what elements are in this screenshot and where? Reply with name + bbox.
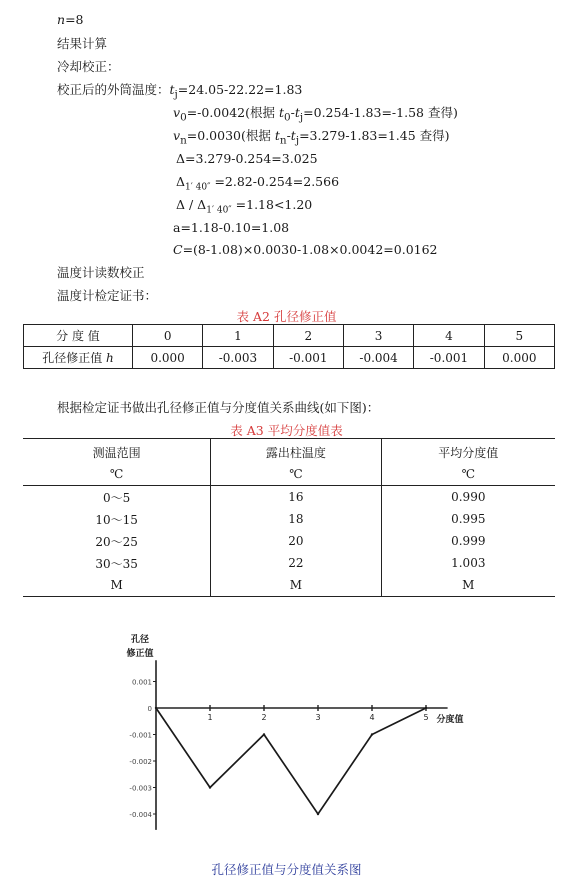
data-point: [371, 733, 373, 735]
series-line: [156, 708, 429, 814]
x-tick-label: 5: [423, 713, 429, 722]
table-cell: 1: [203, 325, 273, 347]
column-header: 露出柱温度: [211, 439, 381, 464]
table-cell: 0.000: [133, 347, 203, 369]
data-point: [155, 707, 157, 709]
table-row: [23, 530, 555, 552]
table-unit-row: [23, 463, 555, 486]
table-cell: 0.990: [451, 490, 486, 504]
x-axis-label: 分度值: [436, 715, 464, 725]
y-tick-label: -0.002: [129, 758, 152, 766]
x-tick-label: 3: [315, 713, 321, 722]
correction-chart: [0, 630, 573, 860]
table-row: [23, 552, 555, 574]
table-cell: -0.001: [273, 347, 343, 369]
table-cell: 0.999: [451, 534, 486, 548]
table-cell: M: [462, 578, 475, 592]
thermo-cert-heading: 温度计检定证书：: [57, 288, 158, 303]
basis-line: 根据检定证书做出孔径修正值与分度值关系曲线(如下图)：: [57, 400, 380, 415]
y-axis-label: 孔径: [130, 635, 150, 645]
delta-line: Δ=3.279-0.254=3.025: [176, 151, 318, 166]
chart-marks: [155, 707, 427, 815]
table-row: [24, 325, 555, 347]
data-point: [317, 813, 319, 815]
table-a3-caption: 表 A3 平均分度值表: [230, 423, 343, 438]
table-row: [23, 486, 555, 509]
table-cell: 16: [211, 486, 381, 509]
table-row: [23, 574, 555, 597]
table-cell: 10～15: [95, 512, 138, 527]
n-line: n=8: [57, 12, 84, 27]
table-cell: 20: [211, 530, 381, 552]
delta140-line: $\Delta_{1' 40''} =2.82-0.254=2.566$: [176, 174, 340, 193]
table-cell: -0.001: [414, 347, 484, 369]
table-cell: -0.004: [343, 347, 413, 369]
column-header: 平均分度值: [438, 445, 499, 460]
table-cell: 4: [414, 325, 484, 347]
x-tick-label: 2: [261, 713, 267, 722]
table-cell: 22: [211, 552, 381, 574]
chart-ticks: [129, 679, 428, 820]
data-point: [425, 707, 427, 709]
table-cell: 30～35: [95, 556, 138, 571]
figure-caption: 孔径修正值与分度值关系图: [211, 862, 362, 877]
table-cell: -0.003: [203, 347, 273, 369]
vn-line: $v_n=0.0030$(根据 $t_n-t_j=3.279-1.83=1.45$ 查得): [173, 128, 450, 147]
table-cell: 3: [343, 325, 413, 347]
table-cell: 0～5: [102, 490, 131, 505]
table-row: [23, 508, 555, 530]
table-cell: M: [110, 578, 123, 592]
y-tick-label: -0.001: [129, 731, 152, 740]
y-axis-label: 修正值: [126, 649, 154, 659]
table-cell: M: [211, 574, 381, 597]
table-cell: 2: [273, 325, 343, 347]
x-tick-label: 4: [369, 713, 375, 722]
y-tick-label: -0.003: [129, 784, 152, 793]
y-tick-label: -0.004: [129, 811, 152, 819]
row-label-division: 分 度 值: [24, 325, 133, 347]
row-label-correction: 孔径修正值 h: [24, 347, 133, 369]
corrected-temp-line: 校正后的外筒温度：$t_j=24.05-22.22=1.83$: [57, 82, 303, 101]
table-cell: 0.995: [451, 512, 486, 526]
y-tick-label: 0: [147, 705, 152, 713]
table-cell: 0.000: [484, 347, 554, 369]
table-a3: [23, 438, 555, 597]
table-a2-caption: 表 A2 孔径修正值: [236, 309, 337, 324]
x-tick-label: 1: [207, 713, 213, 722]
table-row: [24, 347, 555, 369]
table-a2: [23, 324, 555, 369]
result-heading: 结果计算: [57, 36, 108, 51]
table-cell: 20～25: [95, 534, 138, 549]
unit-cell: ℃: [381, 463, 555, 486]
table-cell: 0: [133, 325, 203, 347]
thermo-reading-heading: 温度计读数校正: [57, 265, 145, 280]
v0-line: $v_0=-0.0042$(根据 $t_0-t_j=0.254-1.83=-1.58$ 查得): [173, 105, 458, 124]
table-cell: 1.003: [451, 556, 486, 570]
unit-cell: ℃: [211, 463, 381, 486]
cooling-heading: 冷却校正：: [57, 59, 120, 74]
C-line: C=(8-1.08)×0.0030-1.08×0.0042=0.0162: [173, 242, 438, 257]
ratio-line: $\Delta / \Delta_{1' 40''} =1.18<1.20$: [176, 197, 313, 216]
data-point: [209, 786, 211, 788]
table-header-row: [23, 439, 555, 464]
y-tick-label: 0.001: [131, 678, 152, 687]
unit-cell: ℃: [23, 463, 211, 486]
column-header: 测温范围: [92, 445, 141, 460]
data-point: [263, 733, 265, 735]
table-cell: 5: [484, 325, 554, 347]
a-line: a=1.18-0.10=1.08: [173, 220, 290, 235]
table-cell: 18: [211, 508, 381, 530]
chart-axes: [156, 660, 448, 830]
